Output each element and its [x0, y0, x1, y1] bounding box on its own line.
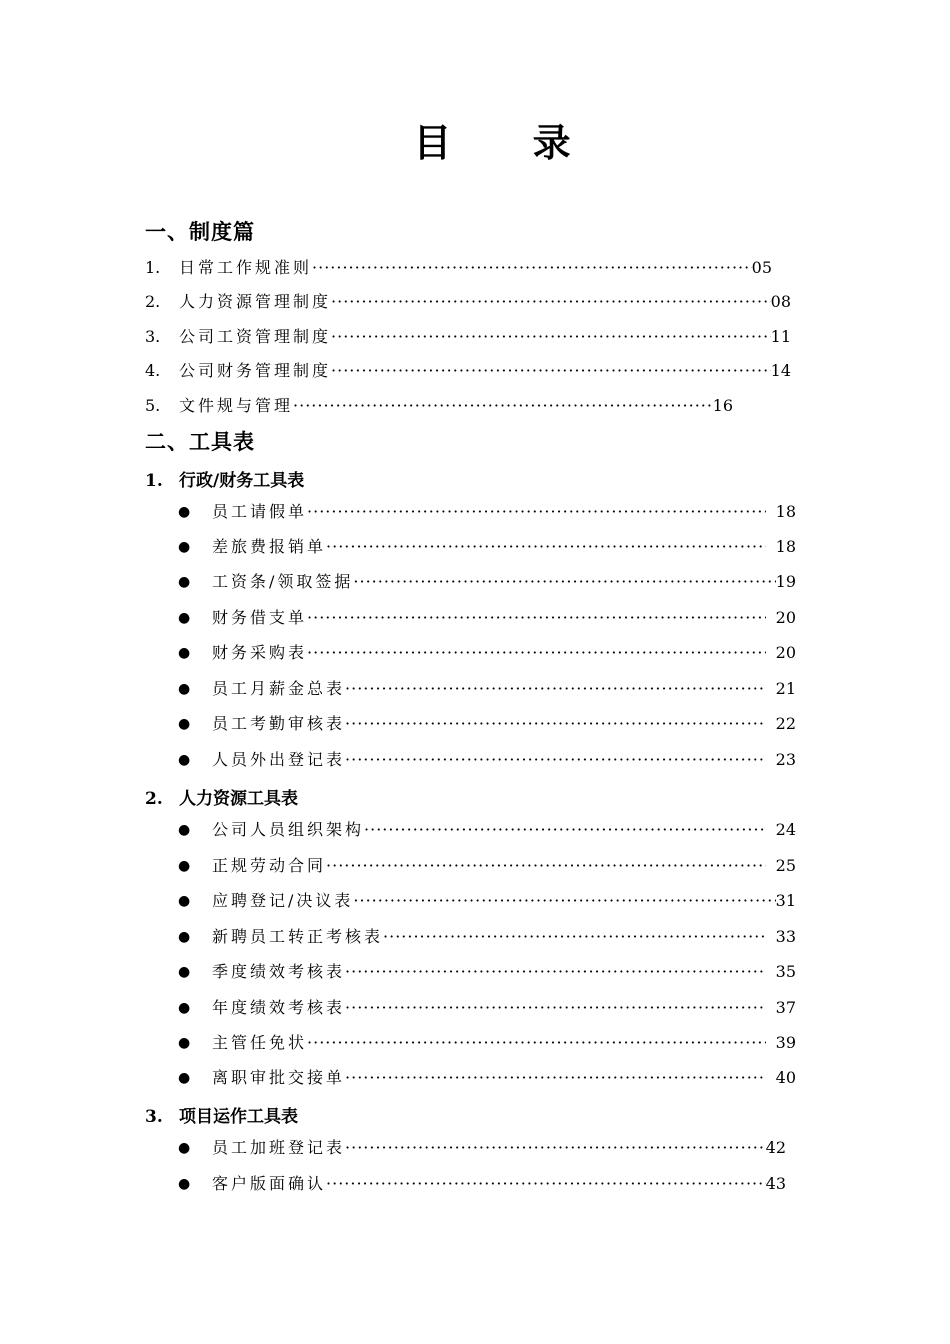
entry-page: 18: [775, 502, 796, 521]
leader-dots: [345, 1066, 766, 1090]
leader-dots: [353, 889, 775, 913]
entry-page: 20: [775, 608, 796, 627]
entry-page: 37: [775, 998, 796, 1017]
entry-label: 财务借支单: [212, 608, 308, 627]
toc-entry[interactable]: [145, 359, 791, 383]
entry-page: 35: [775, 962, 796, 981]
leader-dots: [345, 1136, 766, 1160]
leader-dots: [326, 854, 766, 878]
entry-label: 应聘登记/决议表: [212, 891, 354, 910]
toc-entry[interactable]: [178, 1066, 796, 1090]
entry-number: 3.: [145, 327, 161, 346]
toc-entry[interactable]: [178, 818, 796, 842]
bullet-icon: ●: [178, 858, 191, 874]
entry-page: 20: [775, 643, 796, 662]
entry-page: 19: [775, 572, 796, 591]
toc-entry[interactable]: [178, 889, 796, 913]
entry-number: 5.: [145, 396, 161, 415]
entry-label: 客户版面确认: [212, 1174, 327, 1193]
leader-dots: [331, 290, 771, 314]
leader-dots: [331, 325, 771, 349]
toc-entry[interactable]: [178, 677, 796, 701]
leader-dots: [307, 606, 766, 630]
entry-label: 新聘员工转正考核表: [212, 927, 384, 946]
section-heading-policies: 一、制度篇: [145, 220, 255, 244]
entry-page: 18: [775, 537, 796, 556]
leader-dots: [307, 641, 766, 665]
entry-label: 年度绩效考核表: [212, 998, 346, 1017]
toc-entry[interactable]: [145, 256, 772, 280]
toc-entry[interactable]: [178, 925, 796, 949]
group-number: 2.: [145, 789, 163, 809]
group-heading-hr: [145, 784, 298, 809]
entry-label: 公司工资管理制度: [179, 327, 332, 346]
leader-dots: [293, 394, 713, 418]
toc-entry[interactable]: [178, 854, 796, 878]
entry-page: 14: [770, 361, 791, 380]
entry-label: 员工加班登记表: [212, 1138, 346, 1157]
group-number: 1.: [145, 471, 163, 491]
bullet-icon: ●: [178, 716, 191, 732]
toc-entry[interactable]: [145, 290, 791, 314]
bullet-icon: ●: [178, 1000, 191, 1016]
entry-label: 人员外出登记表: [212, 750, 346, 769]
bullet-icon: ●: [178, 681, 191, 697]
entry-label: 主管任免状: [212, 1033, 308, 1052]
leader-dots: [353, 570, 775, 594]
entry-page: 05: [751, 258, 772, 277]
entry-page: 42: [765, 1138, 786, 1157]
leader-dots: [364, 818, 766, 842]
leader-dots: [326, 535, 766, 559]
page-title: 目 录: [413, 121, 605, 165]
entry-page: 08: [770, 292, 791, 311]
entry-number: 4.: [145, 361, 161, 380]
toc-entry[interactable]: [178, 606, 796, 630]
entry-page: 39: [775, 1033, 796, 1052]
entry-page: 43: [765, 1174, 786, 1193]
toc-entry[interactable]: [178, 748, 796, 772]
bullet-icon: ●: [178, 645, 191, 661]
toc-entry[interactable]: [145, 394, 733, 418]
leader-dots: [345, 960, 766, 984]
bullet-icon: ●: [178, 929, 191, 945]
toc-entry[interactable]: [145, 325, 791, 349]
bullet-icon: ●: [178, 893, 191, 909]
bullet-icon: ●: [178, 1176, 191, 1192]
entry-label: 离职审批交接单: [212, 1068, 346, 1087]
entry-label: 季度绩效考核表: [212, 962, 346, 981]
entry-label: 员工月薪金总表: [212, 679, 346, 698]
entry-page: 16: [712, 396, 733, 415]
entry-label: 正规劳动合同: [212, 856, 327, 875]
leader-dots: [345, 712, 766, 736]
bullet-icon: ●: [178, 822, 191, 838]
bullet-icon: ●: [178, 752, 191, 768]
group-label: 项目运作工具表: [179, 1107, 298, 1127]
leader-dots: [345, 677, 766, 701]
group-label: 行政/财务工具表: [179, 471, 305, 491]
entry-page: 40: [775, 1068, 796, 1087]
leader-dots: [345, 996, 766, 1020]
toc-entry[interactable]: [178, 960, 796, 984]
toc-entry[interactable]: [178, 570, 796, 594]
entry-label: 文件规与管理: [179, 396, 294, 415]
entry-page: 31: [775, 891, 796, 910]
bullet-icon: ●: [178, 574, 191, 590]
entry-label: 公司财务管理制度: [179, 361, 332, 380]
entry-page: 11: [770, 327, 791, 346]
toc-entry[interactable]: [178, 1136, 786, 1160]
leader-dots: [326, 1172, 766, 1196]
entry-label: 员工考勤审核表: [212, 714, 346, 733]
entry-page: 22: [775, 714, 796, 733]
entry-label: 差旅费报销单: [212, 537, 327, 556]
bullet-icon: ●: [178, 504, 191, 520]
entry-page: 33: [775, 927, 796, 946]
bullet-icon: ●: [178, 1035, 191, 1051]
entry-label: 员工请假单: [212, 502, 308, 521]
entry-label: 财务采购表: [212, 643, 308, 662]
group-heading-project: [145, 1102, 298, 1127]
bullet-icon: ●: [178, 1070, 191, 1086]
leader-dots: [345, 748, 766, 772]
entry-label: 日常工作规准则: [179, 258, 313, 277]
entry-number: 2.: [145, 292, 161, 311]
entry-number: 1.: [145, 258, 161, 277]
entry-page: 25: [775, 856, 796, 875]
group-number: 3.: [145, 1107, 163, 1127]
toc-entry[interactable]: [178, 712, 796, 736]
bullet-icon: ●: [178, 964, 191, 980]
entry-page: 24: [775, 820, 796, 839]
leader-dots: [383, 925, 766, 949]
bullet-icon: ●: [178, 539, 191, 555]
toc-entry[interactable]: [178, 500, 796, 524]
group-label: 人力资源工具表: [179, 789, 298, 809]
leader-dots: [312, 256, 752, 280]
toc-entry[interactable]: [178, 641, 796, 665]
toc-entry[interactable]: [178, 1172, 786, 1196]
entry-label: 工资条/领取签据: [212, 572, 354, 591]
entry-label: 人力资源管理制度: [179, 292, 332, 311]
bullet-icon: ●: [178, 610, 191, 626]
entry-label: 公司人员组织架构: [212, 820, 365, 839]
entry-page: 21: [775, 679, 796, 698]
leader-dots: [331, 359, 771, 383]
toc-entry[interactable]: [178, 1031, 796, 1055]
leader-dots: [307, 1031, 766, 1055]
entry-page: 23: [775, 750, 796, 769]
group-heading-admin-finance: [145, 466, 304, 491]
toc-entry[interactable]: [178, 535, 796, 559]
section-heading-tools: 二、工具表: [145, 430, 255, 454]
toc-entry[interactable]: [178, 996, 796, 1020]
bullet-icon: ●: [178, 1140, 191, 1156]
leader-dots: [307, 500, 766, 524]
